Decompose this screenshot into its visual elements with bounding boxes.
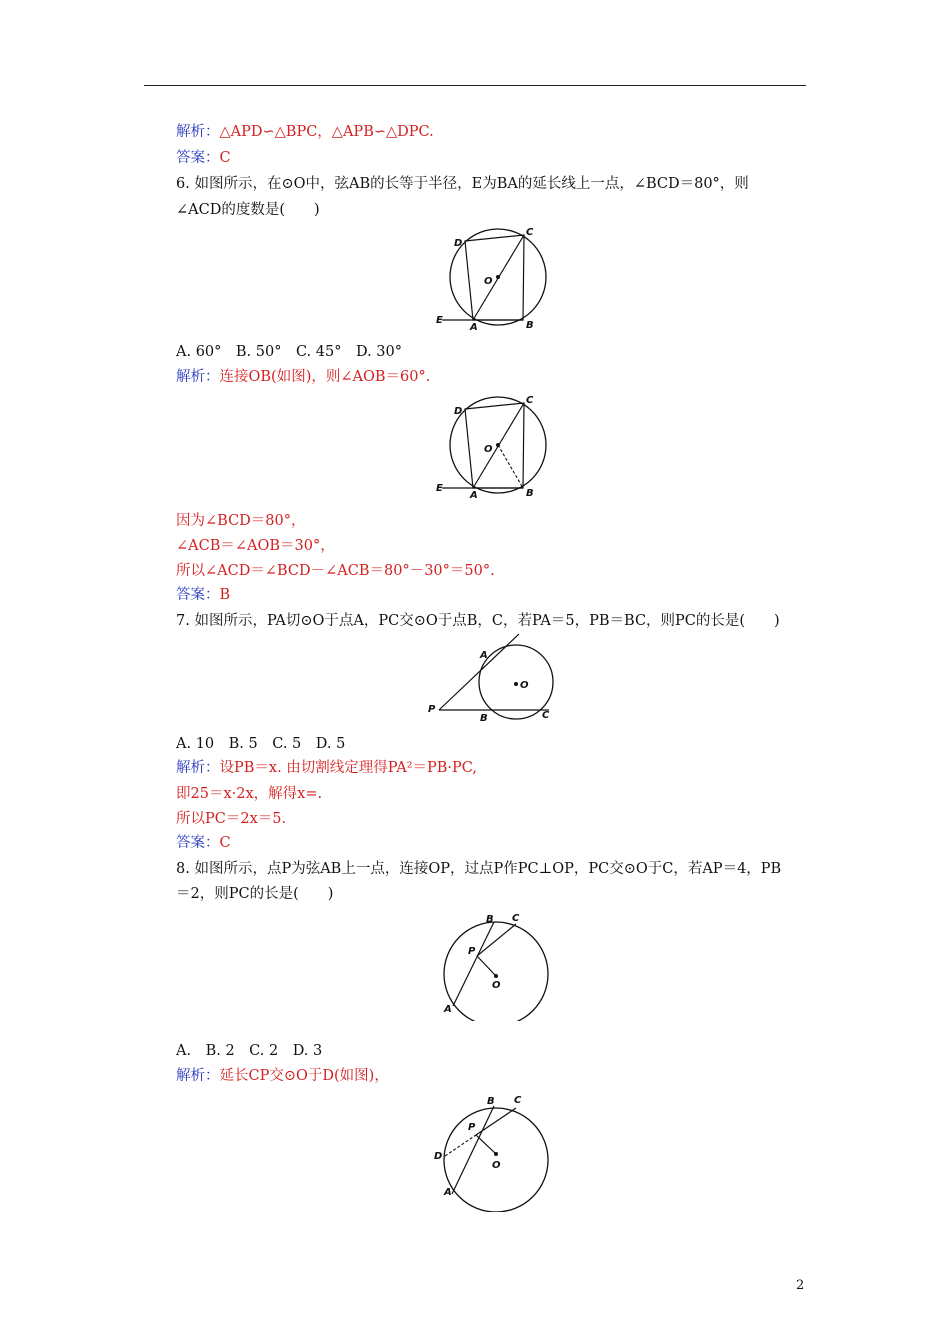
- label-A: A: [470, 322, 478, 333]
- label-C: C: [526, 395, 534, 406]
- label-A: A: [480, 650, 488, 661]
- label-O: O: [492, 1160, 501, 1171]
- solution-line: 因为∠BCD＝80°，: [176, 513, 306, 529]
- label-A: A: [470, 490, 478, 501]
- answer-line: 答案：B: [176, 587, 231, 603]
- label-B: B: [526, 320, 534, 331]
- label-D: D: [434, 1151, 443, 1162]
- label-O: O: [484, 444, 493, 455]
- solution-line: 解析：延长CP交⊙O于D(如图)，: [176, 1068, 389, 1084]
- label-C: C: [526, 227, 534, 238]
- question-7-line-1: 7. 如图所示，PA切⊙O于点A，PC交⊙O于点B，C，若PA＝5，PB＝BC，则PC的长是( ): [176, 613, 780, 629]
- question-6-line-1: 6. 如图所示，在⊙O中，弦AB的长等于半径，E为BA的延长线上一点，∠BCD＝80°，则: [176, 176, 749, 192]
- solution-line: 所以PC＝2x＝5.: [176, 811, 287, 827]
- label-B: B: [486, 914, 494, 925]
- label-P: P: [468, 946, 476, 957]
- label-E: E: [436, 483, 443, 494]
- figure-q8: [436, 906, 556, 1021]
- figure-q7: [424, 632, 564, 722]
- page-number: 2: [796, 1278, 805, 1293]
- label-D: D: [454, 238, 463, 249]
- label-C: C: [514, 1095, 522, 1106]
- solution-line: 所以∠ACD＝∠BCD－∠ACB＝80°－30°＝50°.: [176, 563, 495, 579]
- solution-line: 解析：设PB＝x. 由切割线定理得PA²＝PB·PC,: [176, 760, 477, 776]
- label-O: O: [520, 680, 529, 691]
- solution-line: 解析：连接OB(如图)，则∠AOB＝60°.: [176, 369, 431, 385]
- label-P: P: [468, 1122, 476, 1133]
- question-8-line-2: ＝2，则PC的长是( ): [176, 886, 334, 902]
- question-8-line-1: 8. 如图所示，点P为弦AB上一点，连接OP，过点P作PC⊥OP，PC交⊙O于C，若AP＝4，PB: [176, 861, 782, 877]
- answer-line: 答案：C: [176, 835, 231, 851]
- answer-line: 答案：C: [176, 150, 231, 166]
- solution-line: 即25＝x·2x，解得x=.: [176, 786, 323, 802]
- label-A: A: [444, 1187, 452, 1198]
- question-8-options: A. B. 2 C. 2 D. 3: [176, 1043, 323, 1059]
- label-B: B: [487, 1096, 495, 1107]
- label-D: D: [454, 406, 463, 417]
- figure-q8-solution: [430, 1090, 554, 1212]
- question-7-options: A. 10 B. 5 C. 5 D. 5: [176, 736, 346, 752]
- label-C: C: [512, 913, 520, 924]
- label-B: B: [480, 713, 488, 722]
- label-O: O: [484, 276, 493, 287]
- question-6-line-2: ∠ACD的度数是( ): [176, 202, 320, 218]
- label-C: C: [542, 710, 550, 721]
- solution-line: 解析：△APD∽△BPC，△APB∽△DPC.: [176, 124, 434, 140]
- figure-q6-solution: [432, 390, 552, 502]
- label-P: P: [428, 704, 436, 715]
- solution-line: ∠ACB＝∠AOB＝30°，: [176, 538, 335, 554]
- label-B: B: [526, 488, 534, 499]
- header-rule: [144, 85, 806, 86]
- question-6-options: A. 60° B. 50° C. 45° D. 30°: [176, 344, 402, 360]
- label-O: O: [492, 980, 501, 991]
- label-A: A: [444, 1004, 452, 1015]
- figure-q6: [432, 222, 552, 334]
- label-E: E: [436, 315, 443, 326]
